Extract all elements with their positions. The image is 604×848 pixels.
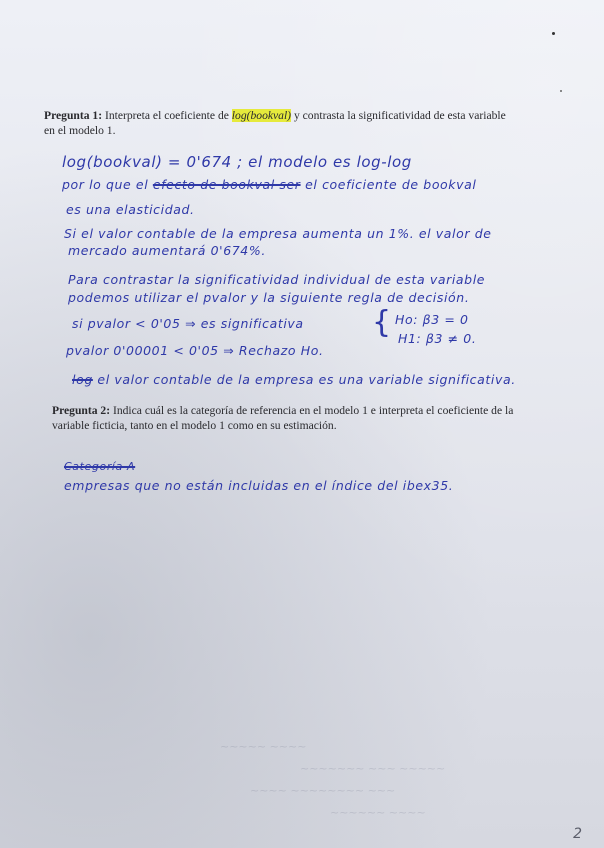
ink-dot xyxy=(560,90,562,92)
hypothesis-null: Ho: β3 = 0 xyxy=(395,312,469,327)
question-2 xyxy=(52,403,572,433)
question-1-text-before: Interpreta el coeficiente de xyxy=(102,109,232,122)
hypothesis-alternative: H1: β3 ≠ 0. xyxy=(398,331,477,346)
answer-1-line-9: pvalor 0'00001 < 0'05 ⇒ Rechazo Ho. xyxy=(66,343,324,358)
question-1-line2: en el modelo 1. xyxy=(44,124,116,137)
answer-1-line-8: si pvalor < 0'05 ⇒ es significativa xyxy=(72,316,304,331)
answer-1-struck-text: efecto de bookval ser xyxy=(152,177,301,192)
ink-dot xyxy=(552,32,555,35)
answer-1-line-3: es una elasticidad. xyxy=(66,202,195,217)
bleed-through-mark: ~~~~~~~ ~~~ ~~~~~ xyxy=(300,762,446,775)
answer-2-line-1: empresas que no están incluidas en el índice del ibex35. xyxy=(64,478,454,493)
bleed-through-mark: ~~~~~~ ~~~~ xyxy=(330,806,426,819)
question-2-label: Pregunta 2: xyxy=(52,404,111,417)
answer-1-line-2b: el coeficiente de bookval xyxy=(300,177,477,192)
answer-2-struck: Categoría A xyxy=(64,460,136,473)
answer-1-line-7: podemos utilizar el pvalor y la siguiente regla de decisión. xyxy=(68,290,470,305)
answer-1-struck-log: log xyxy=(72,372,93,387)
answer-1-line-2 xyxy=(62,177,476,192)
question-1-highlight: log(bookval) xyxy=(231,109,292,122)
question-1-text-after: y contrasta la significatividad de esta variable xyxy=(291,109,506,122)
answer-1-line-10 xyxy=(72,372,516,387)
question-1-label: Pregunta 1: xyxy=(44,109,103,122)
question-2-text: Indica cuál es la categoría de referencia en el modelo 1 e interpreta el coeficiente de la xyxy=(110,404,514,417)
answer-1-line-10-text: el valor contable de la empresa es una variable significativa. xyxy=(92,372,516,387)
page-number: 2 xyxy=(573,826,582,842)
hypothesis-brace: { xyxy=(372,305,392,340)
question-1 xyxy=(44,108,564,138)
answer-1-line-4: Si el valor contable de la empresa aumenta un 1%. el valor de xyxy=(64,226,492,241)
answer-1-line-1: log(bookval) = 0'674 ; el modelo es log-log xyxy=(62,153,412,171)
answer-1-line-6: Para contrastar la significatividad individual de esta variable xyxy=(68,272,486,287)
answer-1-line-5: mercado aumentará 0'674%. xyxy=(68,243,266,258)
bleed-through-mark: ~~~~ ~~~~~~~~ ~~~ xyxy=(250,784,396,797)
bleed-through-mark: ~~~~~ ~~~~ xyxy=(220,740,307,753)
question-2-line2: variable ficticia, tanto en el modelo 1 como en su estimación. xyxy=(52,419,337,432)
answer-1-line-2a: por lo que el xyxy=(62,177,153,192)
